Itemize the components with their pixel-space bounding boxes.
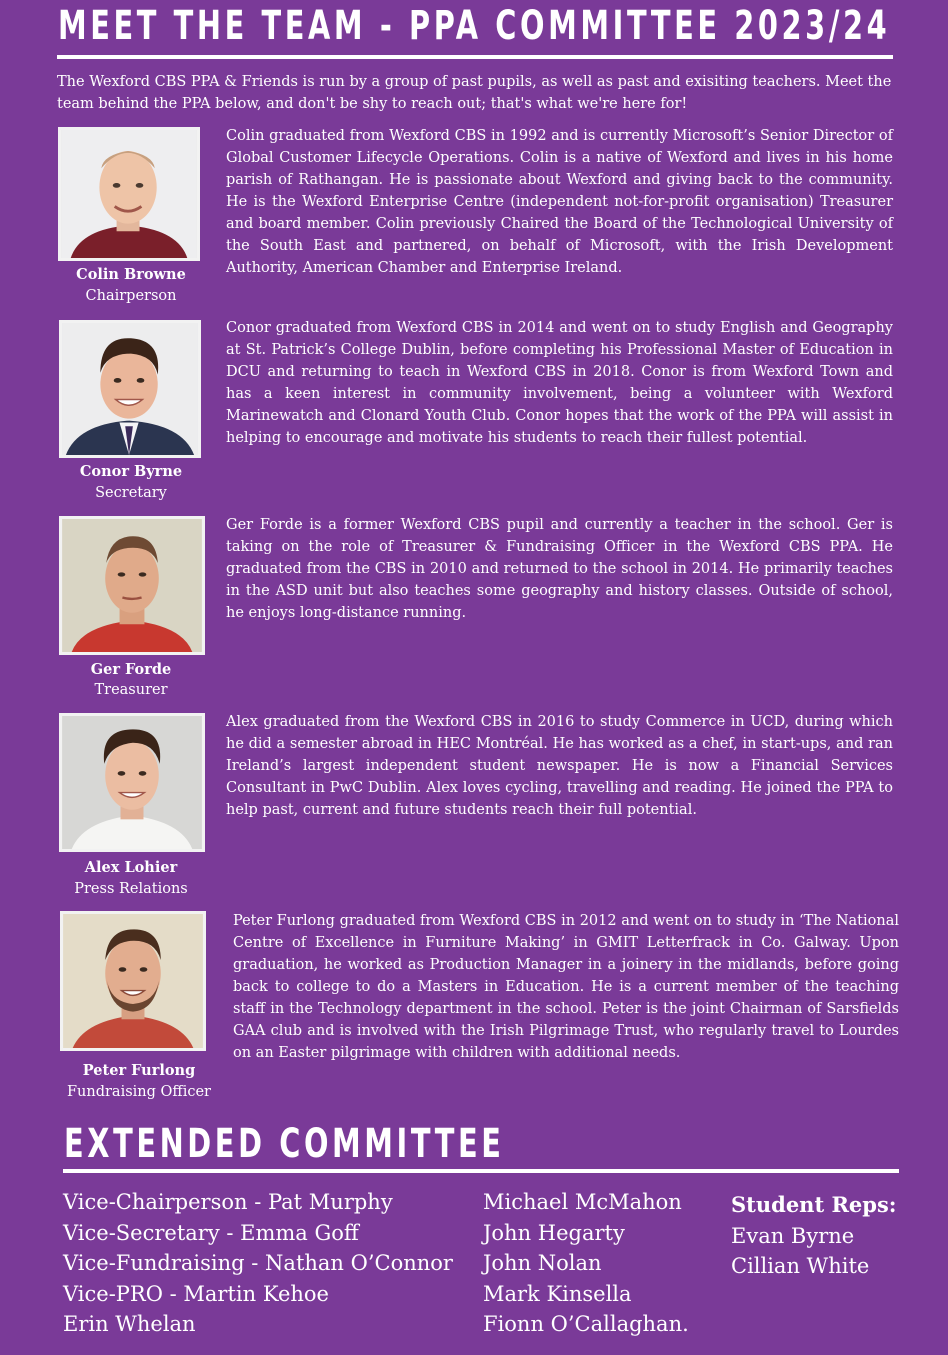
member-photo-conor-byrne [59, 320, 201, 458]
committee-member: Vice-PRO - Martin Kehoe [63, 1281, 329, 1306]
member-bio: Peter Furlong graduated from Wexford CBS in 2012 and went on to study in ‘The National Centre of Excellence in Furniture Making’ in GMIT Letterfrack in Co. Galway. Upon graduation, he worked as Production Manager in a joinery in the midlands, before going back to college to do a Masters in Education. He is a current member of the teaching staff in the Technology department in the school. Peter is the joint Chairman of Sarsfields GAA club and is involved with the Irish Pilgrimage Trust, who regularly travel to Lourdes on an Easter pilgrimage with children with additional needs. [233, 913, 899, 1061]
member-photo-peter-furlong [60, 911, 206, 1051]
extended-committee-title: EXTENDED COMMITTEE [64, 1121, 505, 1167]
member-photo-ger-forde [59, 516, 205, 655]
member-photo-colin-browne [58, 127, 200, 261]
member-name: Colin Browne [76, 266, 186, 283]
member-bio: Colin graduated from Wexford CBS in 1992 and is currently Microsoft’s Senior Director of Global Customer Lifecycle Operations. Colin is a native of Wexford and lives in his home parish of Rathangan. He is passionate about Wexford and giving back to the community. He is the Wexford Enterprise Centre (independent not-for-profit organisation) Treasurer and board member. Colin previously Chaired the Board of the Technological University of the South East and partnered, on behalf of Microsoft, with the Irish Development Authority, American Chamber and Enterprise Ireland. [226, 128, 893, 276]
member-bio: Ger Forde is a former Wexford CBS pupil and currently a teacher in the school. Ger is taking on the role of Treasurer & Fundraising Officer in the Wexford CBS PPA. He graduated from the CBS in 2010 and returned to the school in 2014. He primarily teaches in the ASD unit but also teaches some geography and history classes. Outside of school, he enjoys long-distance running. [226, 517, 893, 621]
member-role: Press Relations [74, 881, 188, 897]
member-role: Chairperson [85, 288, 177, 304]
committee-member: Erin Whelan [63, 1312, 196, 1336]
title-divider [57, 55, 893, 59]
member-name: Ger Forde [90, 661, 172, 678]
student-rep: Cillian White [731, 1254, 870, 1278]
committee-member: Fionn O’Callaghan. [483, 1312, 689, 1336]
member-bio: Alex graduated from the Wexford CBS in 2016 to study Commerce in UCD, during which he did a semester abroad in HEC Montréal. He has worked as a chef, in start-ups, and ran Ireland’s largest independent student newspaper. He is now a Financial Services Consultant in PwC Dublin. Alex loves cycling, travelling and reading. He joined the PPA to help past, current and future students reach their full potential. [226, 714, 893, 818]
member-bio: Conor graduated from Wexford CBS in 2014 and went on to study English and Geography at St. Patrick’s College Dublin, before completing his Professional Master of Education in DCU and returning to teach in Wexford CBS in 2018. Conor is from Wexford Town and has a keen interest in community involvement, being a volunteer with Wexford Marinewatch and Clonard Youth Club. Conor hopes that the work of the PPA will assist in helping to encourage and motivate his students to reach their fullest potential. [226, 320, 893, 446]
student-rep: Evan Byrne [731, 1223, 855, 1248]
extended-divider [63, 1169, 899, 1173]
extended-column-1 [63, 1187, 453, 1340]
extended-column-2 [483, 1187, 689, 1340]
committee-member: Mark Kinsella [483, 1281, 632, 1306]
committee-member: Vice-Fundraising - Nathan O’Connor [63, 1251, 453, 1275]
member-name: Alex Lohier [84, 859, 178, 876]
committee-member: Vice-Secretary - Emma Goff [63, 1220, 359, 1245]
member-photo-alex-lohier [59, 713, 205, 852]
member-role: Treasurer [94, 682, 168, 698]
member-name: Conor Byrne [79, 463, 183, 480]
member-role: Fundraising Officer [66, 1084, 211, 1100]
committee-member: John Nolan [483, 1251, 602, 1275]
student-reps-heading: Student Reps: [731, 1192, 897, 1217]
member-name: Peter Furlong [82, 1062, 196, 1079]
page-title: MEET THE TEAM - PPA COMMITTEE 2023/24 [58, 3, 891, 49]
committee-member: John Hegarty [483, 1220, 625, 1245]
committee-member: Michael McMahon [483, 1190, 682, 1214]
member-role: Secretary [95, 485, 167, 501]
committee-member: Vice-Chairperson - Pat Murphy [63, 1190, 393, 1214]
student-reps-column [731, 1190, 897, 1282]
intro-paragraph: The Wexford CBS PPA & Friends is run by a group of past pupils, as well as past and exisiting teachers. Meet the team behind the PPA below, and don't be shy to reach out; that's what we're here for! [57, 74, 892, 112]
